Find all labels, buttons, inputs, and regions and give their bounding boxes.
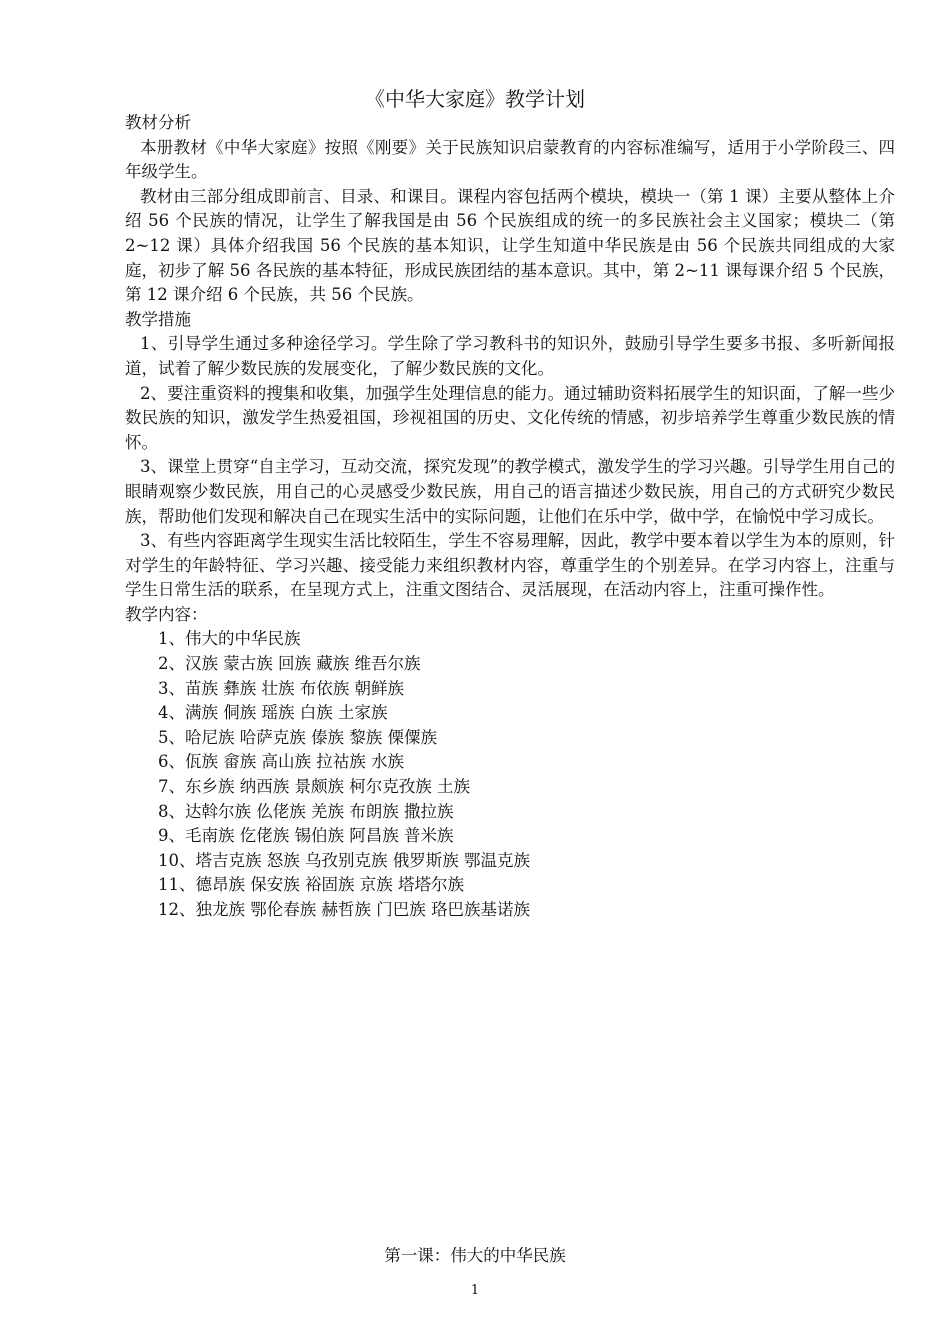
measures-paragraph-1: 1、引导学生通过多种途径学习。学生除了学习教科书的知识外，鼓励引导学生要多书报、多听新闻报道，试着了解少数民族的发展变化，了解少数民族的文化。 [125, 334, 895, 378]
measures-paragraph-3: 3、课堂上贯穿“自主学习，互动交流，探究发现”的教学模式，激发学生的学习兴趣。引导学生用自己的眼睛观察少数民族，用自己的心灵感受少数民族，用自己的语言描述少数民族，用自己的方式研究少数民族，帮助他们发现和解决自己在现实生活中的实际问题，让他们在乐中学，做中学，在愉悦中学习成长。 [125, 457, 895, 526]
document-body [125, 111, 895, 923]
lesson-list-item: 9、毛南族 仡佬族 锡伯族 阿昌族 普米族 [158, 826, 454, 846]
section-heading-measures: 教学措施 [125, 309, 191, 329]
lesson-list-item: 12、独龙族 鄂伦春族 赫哲族 门巴族 珞巴族基诺族 [158, 900, 530, 919]
section-heading-analysis: 教材分析 [125, 113, 191, 132]
lesson-list-item: 11、德昂族 保安族 裕固族 京族 塔塔尔族 [158, 875, 464, 895]
lesson-list-item: 6、佤族 畲族 高山族 拉祜族 水族 [158, 752, 404, 772]
document-title: 《中华大家庭》教学计划 [365, 87, 585, 111]
analysis-paragraph-1: 本册教材《中华大家庭》按照《刚要》关于民族知识启蒙教育的内容标准编写，适用于小学阶段三、四年级学生。 [125, 137, 895, 182]
lesson-list-item: 10、塔吉克族 怒族 乌孜别克族 俄罗斯族 鄂温克族 [158, 850, 530, 870]
measures-paragraph-2: 2、要注重资料的搜集和收集，加强学生处理信息的能力。通过辅助资料拓展学生的知识面，了解一些少数民族的知识，激发学生热爱祖国，珍视祖国的历史、文化传统的情感，初步培养学生尊重少数民族的情怀。 [125, 383, 895, 452]
lesson-list-item: 8、达斡尔族 仫佬族 羌族 布朗族 撒拉族 [158, 801, 454, 821]
analysis-paragraph-2: 教材由三部分组成即前言、目录、和课目。课程内容包括两个模块，模块一（第 1 课）主要从整体上介绍 56 个民族的情况，让学生了解我国是由 56 个民族组成的统一的多民族社会主义国家；模块二（第 2~12 课）具体介绍我国 56 个民族的基本知识，让学生知道中华民族是由 56 个民族共同组成的大家庭，初步了解 56 各民族的基本特征，形成民族团结的基本意识。其中，第 2~11 课每课介绍 5 个民族，第 12 课介绍 6 个民族，共 56 个民族。 [125, 186, 895, 305]
lesson-list-item: 3、苗族 彝族 壮族 布依族 朝鲜族 [158, 678, 404, 698]
lesson-list-item: 7、东乡族 纳西族 景颇族 柯尔克孜族 土族 [158, 777, 470, 797]
section-heading-contents: 教学内容： [125, 604, 208, 624]
measures-paragraph-4: 3、有些内容距离学生现实生活比较陌生，学生不容易理解，因此，教学中要本着以学生为本的原则，针对学生的年龄特征、学习兴趣、接受能力来组织教材内容，尊重学生的个别差异。在学习内容上，注重与学生日常生活的联系，在呈现方式上，注重文图结合、灵活展现，在活动内容上，注重可操作性。 [125, 531, 895, 600]
page-number: 1 [470, 1283, 480, 1298]
lesson-list [125, 627, 895, 922]
lesson-list-item: 4、满族 侗族 瑶族 白族 土家族 [158, 703, 388, 723]
lesson-list-item: 5、哈尼族 哈萨克族 傣族 黎族 傈僳族 [158, 727, 437, 747]
next-lesson-title: 第一课：伟大的中华民族 [384, 1246, 566, 1265]
lesson-list-item: 2、汉族 蒙古族 回族 藏族 维吾尔族 [158, 654, 421, 674]
lesson-list-item: 1、伟大的中华民族 [158, 629, 301, 649]
